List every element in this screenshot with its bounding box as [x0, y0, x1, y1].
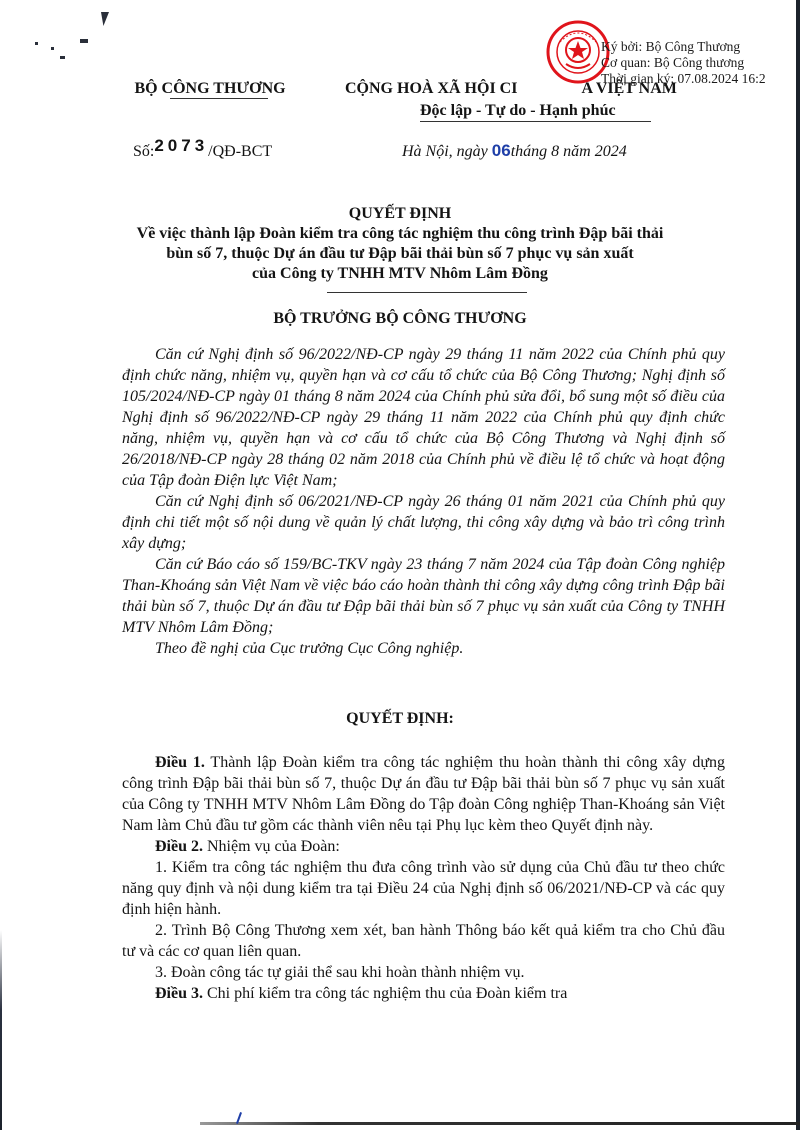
national-title-part2: A VIỆT NAM: [581, 80, 677, 97]
title-underline: [327, 292, 527, 293]
preamble-paragraph: Căn cứ Báo cáo số 159/BC-TKV ngày 23 tháng 7 năm 2024 của Tập đoàn Công nghiệp Than-Khoáng sản Việt Nam về việc báo cáo hoàn thành thi công xây dựng công trình Đập bãi thải bùn số 7, thuộc Dự án đầu tư Đập bãi thải bùn số 7 phục vụ sản xuất của Công ty TNHH MTV Nhôm Lâm Đồng;: [122, 556, 725, 636]
scan-edge-left: [0, 930, 2, 1130]
article-3-text: Chi phí kiểm tra công tác nghiệm thu của Đoàn kiểm tra: [203, 985, 568, 1002]
signing-agency: Cơ quan: Bộ Công thương: [601, 55, 745, 70]
scan-speck: [51, 47, 54, 50]
article-2-text: Nhiệm vụ của Đoàn:: [203, 838, 340, 855]
national-title-part1: CỘNG HOÀ XÃ HỘI CI: [345, 80, 518, 97]
article-1-text: Thành lập Đoàn kiểm tra công tác nghiệm thu hoàn thành thi công xây dựng công trình Đập bãi thải bùn số 7, thuộc Dự án đầu tư Đập bãi thải bùn số 7 phục vụ sản xuất của Công ty TNHH MTV Nhôm Lâm Đồng do Tập đoàn Công nghiệp Than-Khoáng sản Việt Nam làm Chủ đầu tư gồm các thành viên nêu tại Phụ lục kèm theo Quyết định này.: [122, 754, 725, 834]
article-2-item: 2. Trình Bộ Công Thương xem xét, ban hành Thông báo kết quả kiểm tra cho Chủ đầu tư và các cơ quan liên quan.: [122, 922, 725, 960]
decides-heading: QUYẾT ĐỊNH:: [346, 710, 454, 727]
issuing-ministry: BỘ CÔNG THƯƠNG: [134, 80, 286, 97]
number-prefix: Số:: [133, 143, 155, 160]
scan-bottom-edge: [200, 1122, 800, 1125]
ministry-underline: [170, 98, 268, 99]
issuing-authority: BỘ TRƯỞNG BỘ CÔNG THƯƠNG: [273, 310, 527, 327]
article-2: [122, 836, 725, 857]
decision-subject-line: của Công ty TNHH MTV Nhôm Lâm Đồng: [252, 265, 548, 282]
article-3-label: Điều 3.: [155, 985, 203, 1002]
preamble: [122, 344, 725, 659]
digital-signature-info: [601, 39, 766, 87]
scan-speck: [35, 42, 38, 45]
article-1-label: Điều 1.: [155, 754, 205, 771]
scan-speck: [101, 12, 109, 26]
scan-speck: [60, 56, 65, 59]
preamble-paragraph: Căn cứ Nghị định số 06/2021/NĐ-CP ngày 26 tháng 01 năm 2021 của Chính phủ quy định chi tiết một số nội dung về quản lý chất lượng, thi công xây dựng và bảo trì công trình xây dựng;: [122, 493, 725, 552]
decision-heading: QUYẾT ĐỊNH: [348, 205, 452, 222]
scan-speck: [80, 39, 88, 43]
document-number: [133, 136, 273, 161]
signing-time: Thời gian ký: 07.08.2024 16:2: [601, 71, 766, 86]
date-prefix: Hà Nội, ngày: [402, 143, 492, 160]
number-value: 2073: [154, 136, 209, 155]
decision-subject-line: Về việc thành lập Đoàn kiểm tra công tác nghiệm thu công trình Đập bãi thải: [136, 225, 664, 242]
decision-articles: [122, 752, 725, 1004]
signed-by: Ký bởi: Bộ Công Thương: [601, 39, 741, 54]
motto-underline: [420, 121, 651, 122]
date-suffix: tháng 8 năm 2024: [510, 143, 627, 160]
article-2-label: Điều 2.: [155, 838, 203, 855]
decision-title: [100, 204, 700, 284]
article-3: [122, 983, 725, 1004]
document-date: [402, 141, 627, 161]
preamble-paragraph: Theo đề nghị của Cục trưởng Cục Công nghiệp.: [155, 640, 464, 657]
preamble-paragraph: Căn cứ Nghị định số 96/2022/NĐ-CP ngày 29 tháng 11 năm 2022 của Chính phủ quy định chức năng, nhiệm vụ, quyền hạn và cơ cấu tổ chức của Bộ Công Thương; Nghị định số 105/2024/NĐ-CP ngày 01 tháng 8 năm 2024 của Chính phủ sửa đổi, bổ sung một số điều của Nghị định số 96/2022/NĐ-CP ngày 29 tháng 11 năm 2022 của Chính phủ quy định chức năng, nhiệm vụ, quyền hạn và cơ cấu tổ chức của Bộ Công Thương và Nghị định số 26/2018/NĐ-CP ngày 28 tháng 02 năm 2018 của Chính phủ về điều lệ tổ chức và hoạt động của Tập đoàn Điện lực Việt Nam;: [122, 346, 725, 489]
decision-subject-line: bùn số 7, thuộc Dự án đầu tư Đập bãi thải bùn số 7 phục vụ sản xuất: [166, 245, 634, 262]
date-day-handwritten: 06: [491, 141, 511, 160]
national-motto: Độc lập - Tự do - Hạnh phúc: [420, 102, 616, 119]
number-suffix: /QĐ-BCT: [208, 143, 273, 160]
article-2-item: 3. Đoàn công tác tự giải thể sau khi hoàn thành nhiệm vụ.: [155, 964, 525, 981]
article-2-item: 1. Kiểm tra công tác nghiệm thu đưa công trình vào sử dụng của Chủ đầu tư theo chức năng quy định và nội dung kiểm tra tại Điều 24 của Nghị định số 06/2021/NĐ-CP và các quy định hiện hành.: [122, 859, 725, 918]
scan-edge-right: [796, 0, 800, 1130]
article-1: [122, 752, 725, 836]
